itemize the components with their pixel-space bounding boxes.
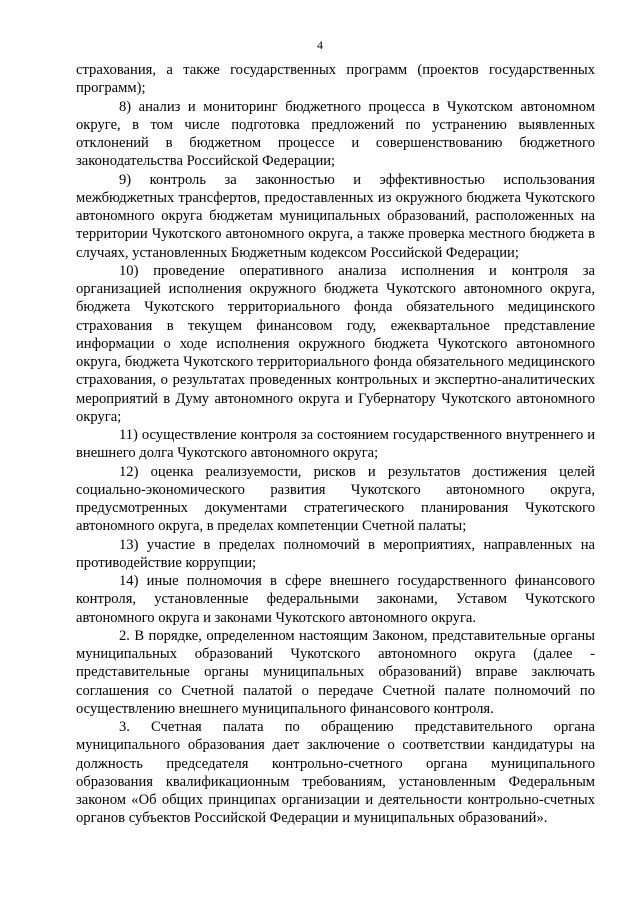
paragraph-item-9: 9) контроль за законностью и эффективностью использования межбюджетных трансфертов, предоставленных из окружного бюджета Чукотского автономного округа бюджетам муниципальных образований, расположенных на территории Чукотского автономного округа, а также проверка местного бюджета в случаях, установленных Бюджетным кодексом Российской Федерации; <box>76 171 595 261</box>
paragraph-continuation: страхования, а также государственных программ (проектов государственных программ); <box>76 62 595 97</box>
paragraph-item-12: 12) оценка реализуемости, рисков и результатов достижения целей социально-экономического развития Чукотского автономного округа, предусмотренных документами стратегического планирования Чукотского автономного округа, в пределах компетенции Счетной палаты; <box>76 463 595 535</box>
paragraph-item-13: 13) участие в пределах полномочий в мероприятиях, направленных на противодействие коррупции; <box>76 536 595 571</box>
paragraph-section-3: 3. Счетная палата по обращению представительного органа муниципального образования дает заключение о соответствии кандидатуры на должность председателя контрольно-счетного органа муниципального образования квалификационным требованиям, установленным Федеральным законом «Об общих принципах организации и деятельности контрольно-счетных органов субъектов Российской Федерации и муниципальных образований». <box>76 719 595 827</box>
paragraph-item-14: 14) иные полномочия в сфере внешнего государственного финансового контроля, установленные федеральными законами, Уставом Чукотского автономного округа и законами Чукотского автономного округа. <box>76 573 595 626</box>
document-body <box>76 61 595 828</box>
paragraph-item-11: 11) осуществление контроля за состоянием государственного внутреннего и внешнего долга Чукотского автономного округа; <box>76 427 595 462</box>
paragraph-item-10: 10) проведение оперативного анализа исполнения и контроля за организацией исполнения окружного бюджета Чукотского автономного округа, бюджета Чукотского территориального фонда обязательного медицинского страхования в текущем финансовом году, ежеквартальное представление информации о ходе исполнения окружного бюджета Чукотского автономного округа, бюджета Чукотского территориального фонда обязательного медицинского страхования, о результатах проведенных контрольных и экспертно-аналитических мероприятий в Думу автономного округа и Губернатору Чукотского автономного округа; <box>76 262 595 425</box>
paragraph-section-2: 2. В порядке, определенном настоящим Законом, представительные органы муниципальных образований Чукотского автономного округа (далее - представительные органы муниципальных образований) вправе заключать соглашения со Счетной палатой о передаче Счетной палате полномочий по осуществлению внешнего муниципального финансового контроля. <box>76 627 595 717</box>
paragraph-item-8: 8) анализ и мониторинг бюджетного процесса в Чукотском автономном округе, в том числе подготовка предложений по устранению выявленных отклонений в бюджетном процессе и совершенствованию бюджетного законодательства Российской Федерации; <box>76 98 595 170</box>
page-number: 4 <box>317 38 323 52</box>
